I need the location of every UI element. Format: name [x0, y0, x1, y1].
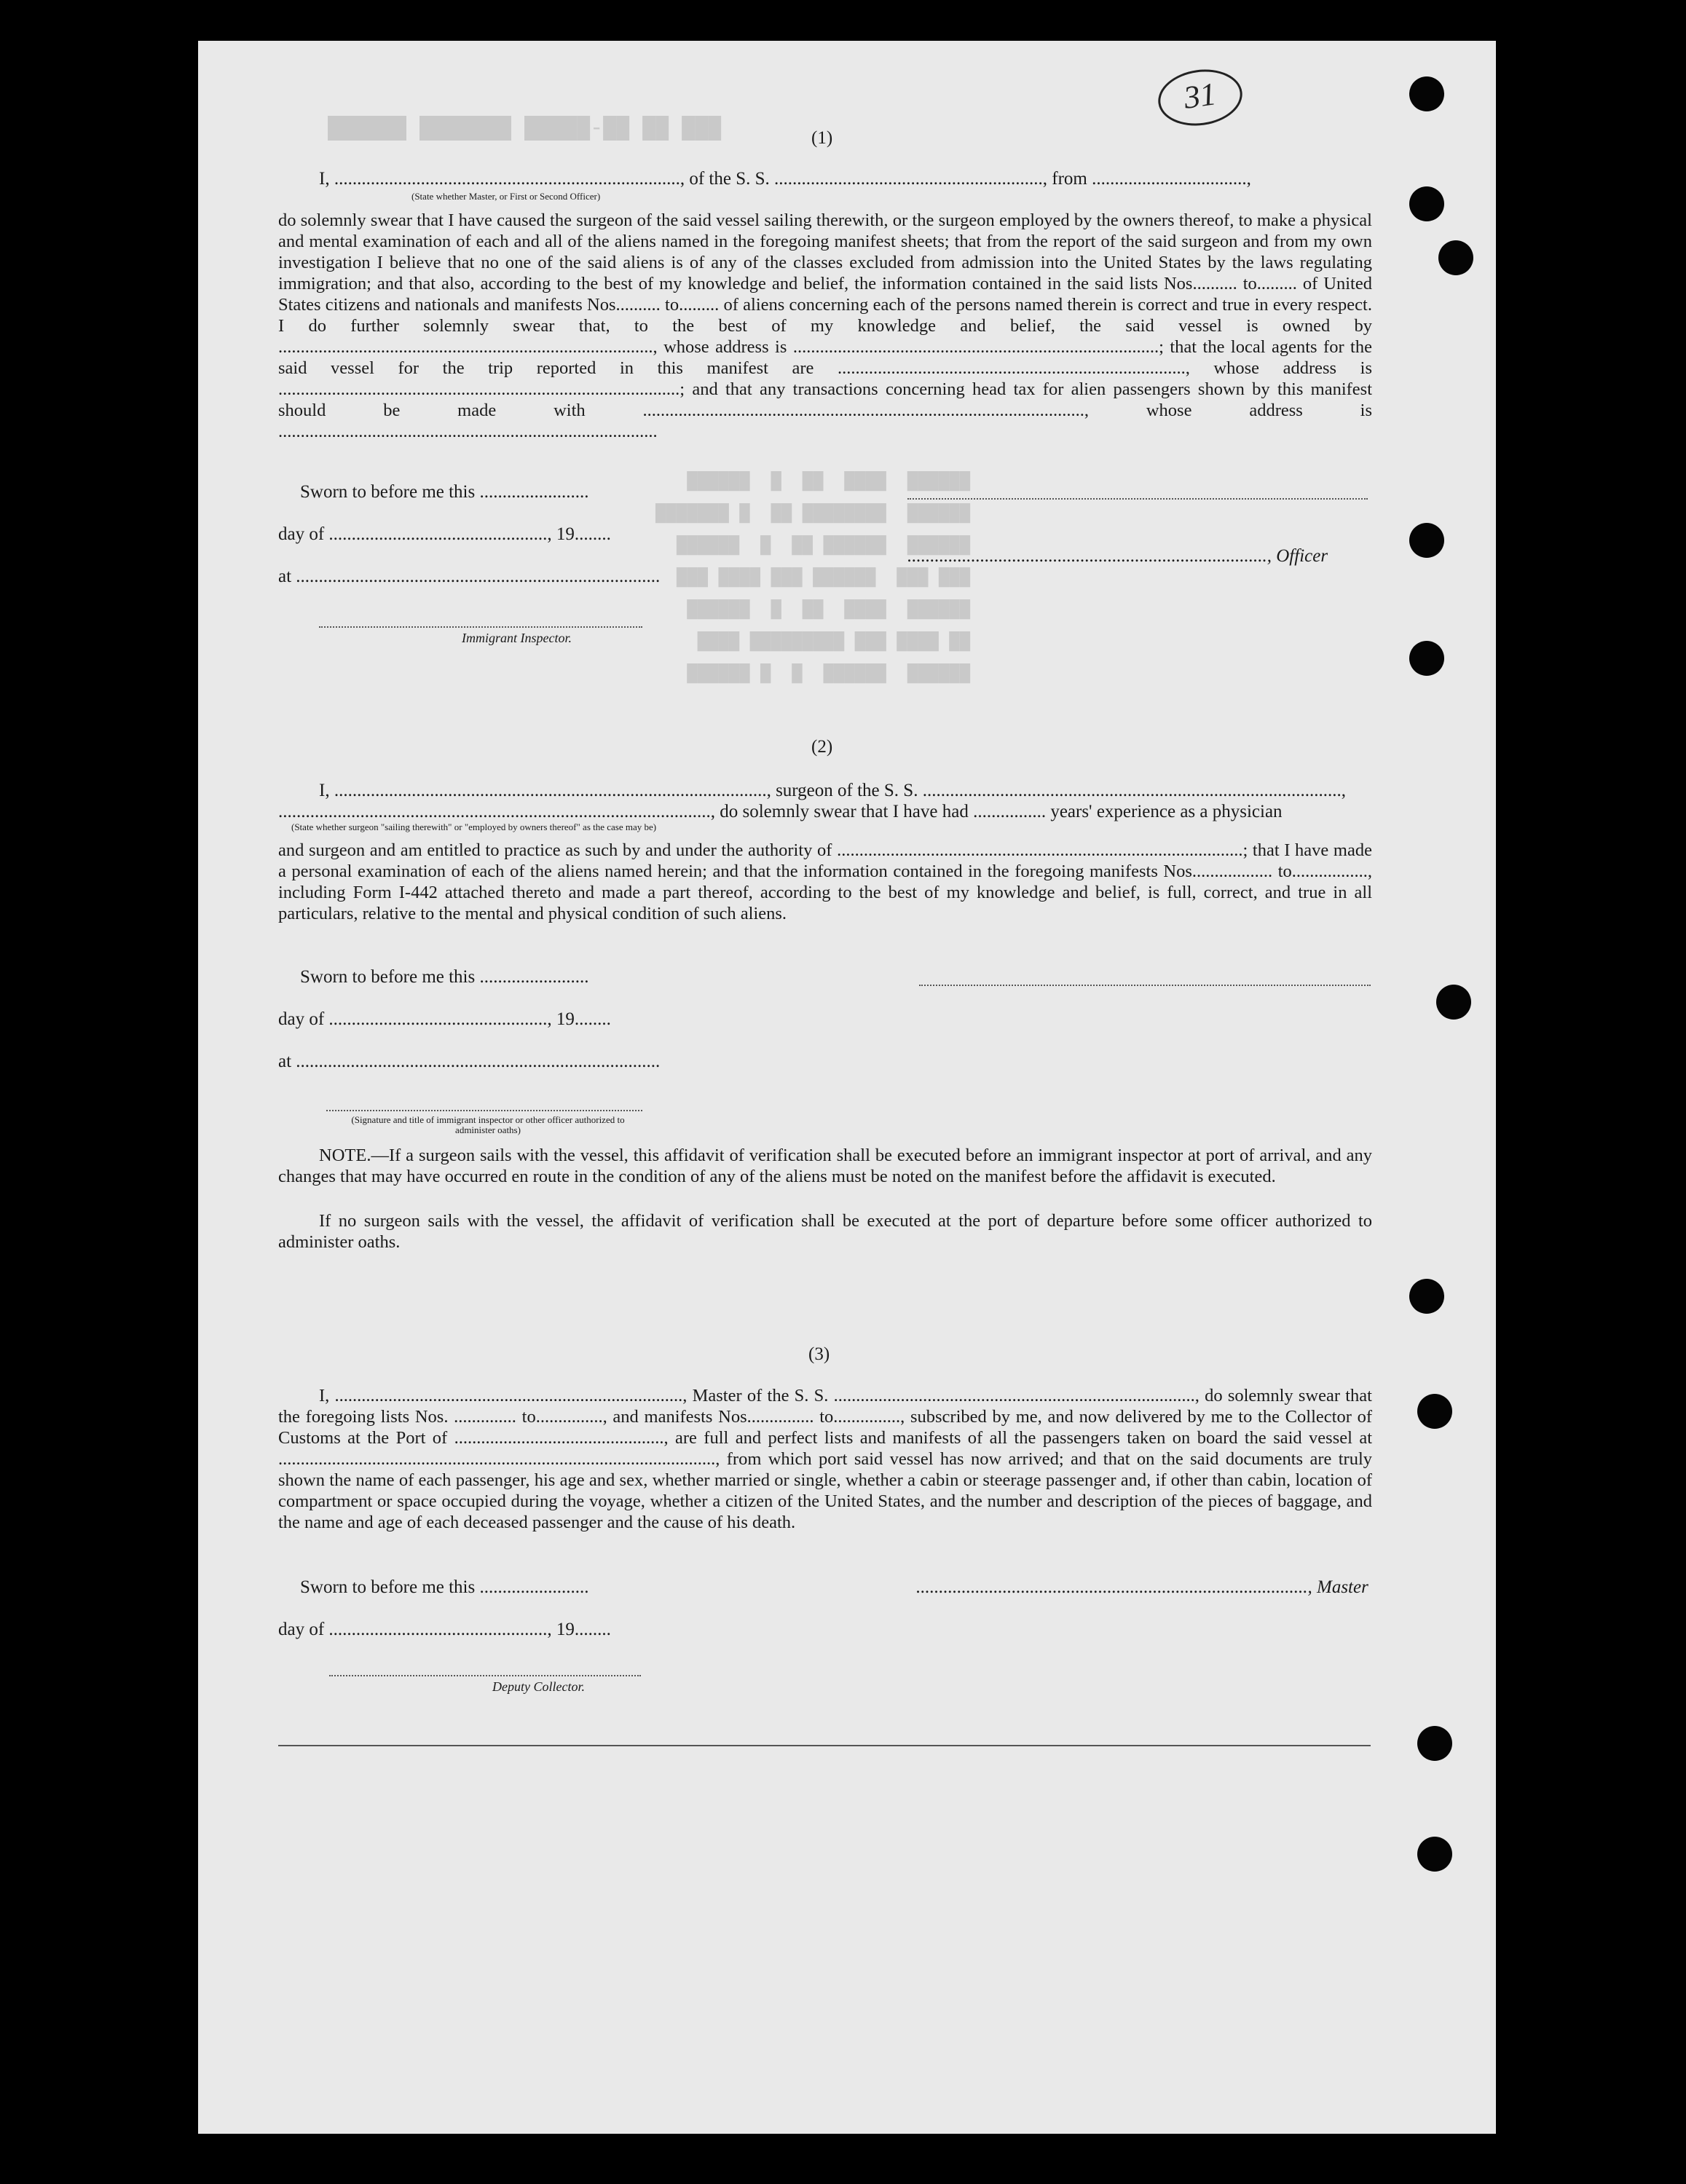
signature-note: (Signature and title of immigrant inspector or other officer authorized to administer oaths) — [351, 1114, 625, 1135]
master-signature-line: ......................................................................................, Master — [916, 1577, 1368, 1597]
section-number: (3) — [808, 1344, 830, 1364]
note-paragraph-2: If no surgeon sails with the vessel, the affidavit of verification shall be executed at the port of departure before some officer authorized to administer oaths. — [278, 1211, 1372, 1252]
punch-hole — [1438, 240, 1473, 275]
section-number: (2) — [811, 737, 833, 757]
day-line: day of ................................................, 19........ — [278, 1009, 611, 1029]
surgeon-line-1: I, ..............................................................................................., surgeon of the S. S. ............................................................................................, — [319, 781, 1346, 800]
section-number: (1) — [811, 128, 833, 148]
punch-hole — [1409, 186, 1444, 221]
oath-header-line: I, ............................................................................, of the S. S. ..........................................................., from .................................., — [319, 169, 1251, 189]
collector-signature-line — [329, 1675, 641, 1676]
page-number-stamp: 31 — [1154, 64, 1245, 130]
punch-hole — [1409, 641, 1444, 676]
punch-hole — [1409, 76, 1444, 111]
sworn-line: Sworn to before me this ........................ — [300, 1577, 589, 1597]
note-paragraph-1: NOTE.—If a surgeon sails with the vessel, this affidavit of verification shall be executed before an immigrant inspector at port of arrival, and any changes that may have occurred en route in the condition of any of the aliens must be noted on the manifest before the affidavit is executed. — [278, 1146, 1372, 1186]
collector-label: Deputy Collector. — [492, 1679, 585, 1694]
sworn-line: Sworn to before me this ........................ — [300, 482, 589, 502]
bleed-through: ██████ ████ ██ █ ██████ ██████ ████████ ██ █ ███████ ██████ ██████ ██ █ ██████ ███ ███ ██████ ███ ████ ███ ██████ ████ ██ █ ██████ ██ ████ ███ █████████ ████ ██████ ██████ █ █ ██████ — [655, 472, 971, 684]
bottom-rule — [278, 1745, 1371, 1746]
officer-note: (State whether Master, or First or Second Officer) — [411, 191, 601, 202]
oath-body: do solemnly swear that I have caused the surgeon of the said vessel sailing therewith, or the surgeon employed by the owners thereof, to make a physical and mental examination of each and all of the aliens named in the foregoing manifest sheets; that from the report of the said surgeon and from my own investigation I believe that no one of the said aliens is of any of the classes excluded from admission into the United States by the laws regulating immigration; and that also, according to the best of my knowledge and belief, the information contained in the said lists Nos.......... to......... of United States citizens and nationals and manifests Nos.......... to......... of aliens concerning each of the persons named therein is correct and true in every respect. I do further solemnly swear that, to the best of my knowledge and belief, the said vessel is owned by ...................................................................................., whose address is ..................................................................................; that the local agents for the said vessel for the trip reported in this manifest are .............................................................................., whose address is ..........................................................................................; and that any transactions concerning head tax for alien passengers shown by this manifest should be made with ..................................................................................................., whose address is ..................................................................................... — [278, 210, 1372, 441]
master-body: I, .............................................................................., Master of the S. S. ................................................................................., do solemnly swear that the foregoing lists Nos. .............. to..............., and manifests Nos............... to..............., subscribed by me, and now delivered by me to the Collector of Customs at the Port of ..............................................., are full and perfect lists and manifests of all the passengers taken on board the said vessel at .................................................................................................., from which port said vessel has now arrived; and that on the said documents are truly shown the name of each passenger, his age and sex, whether married or single, whether a cabin or steerage passenger and, if other than cabin, location of compartment or space occupied during the voyage, whether a citizen of the United States, and the number and description of the pieces of baggage, and the name and age of each deceased passenger and the cause of his death. — [278, 1386, 1372, 1532]
signature-line — [919, 985, 1371, 986]
surgeon-body: and surgeon and am entitled to practice as such by and under the authority of ...........................................................................................; that I have made a personal examination of each of the aliens named herein; and that the information contained in the foregoing manifests Nos.................. to................., including Form I-442 attached thereto and made a part thereof, according to the best of my knowledge and belief, is full, correct, and true in all particulars, relative to the mental and physical condition of such aliens. — [278, 840, 1372, 923]
day-line: day of ................................................, 19........ — [278, 524, 611, 544]
punch-hole — [1417, 1726, 1452, 1761]
surgeon-note: (State whether surgeon "sailing therewith" or "employed by owners thereof" as the case may be) — [291, 821, 657, 832]
day-line: day of ................................................, 19........ — [278, 1620, 611, 1639]
bleed-through: ███ ██ ██-█████ ███████ ██████ — [328, 117, 722, 141]
signature-line — [907, 498, 1368, 500]
punch-hole — [1417, 1837, 1452, 1872]
inspector-signature-line — [319, 626, 642, 628]
inspector-label: Immigrant Inspector. — [462, 631, 572, 645]
inspector-signature-line — [326, 1110, 642, 1111]
punch-hole — [1409, 523, 1444, 558]
at-line: at ................................................................................ — [278, 567, 661, 586]
sworn-line: Sworn to before me this ........................ — [300, 967, 589, 987]
at-line: at ................................................................................ — [278, 1052, 661, 1071]
punch-hole — [1417, 1394, 1452, 1429]
punch-hole — [1436, 985, 1471, 1020]
officer-signature-line: ..............................................................................., Officer — [907, 546, 1328, 566]
surgeon-line-2: ..............................................................................................., do solemnly swear that I have had ................ years' experience as a physician — [278, 802, 1283, 821]
punch-hole — [1409, 1279, 1444, 1314]
